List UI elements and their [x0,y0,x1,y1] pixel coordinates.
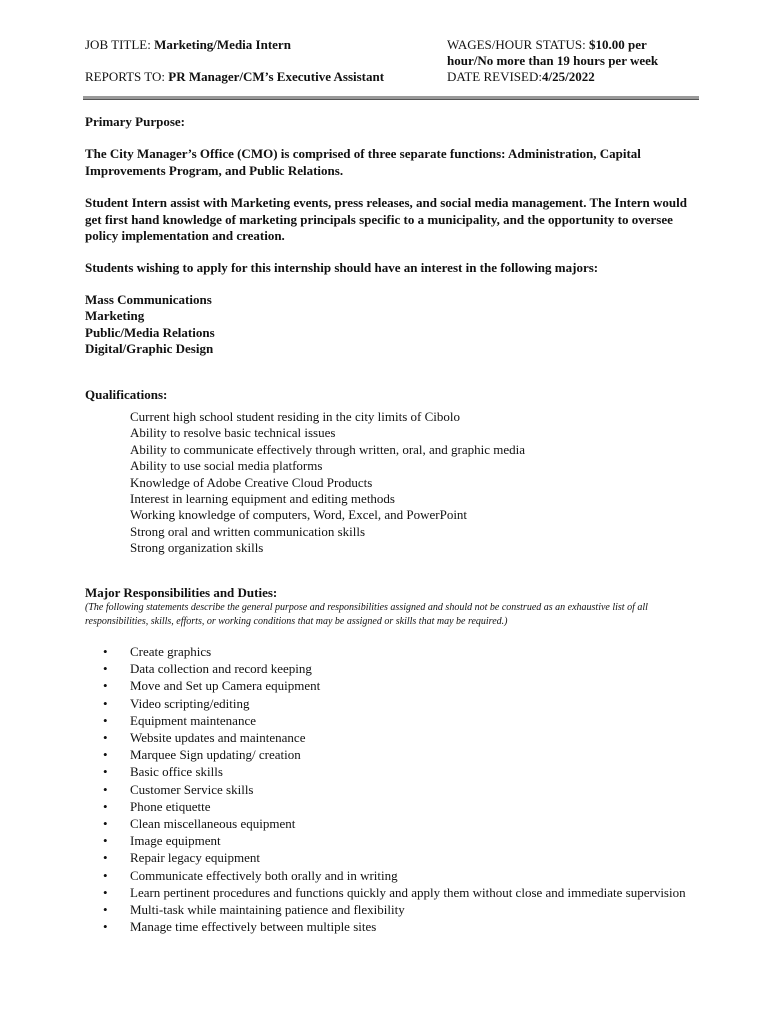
qualification-item: Strong organization skills [130,540,264,556]
job-title-value: Marketing/Media Intern [154,37,291,52]
job-title-label: JOB TITLE: [85,37,151,52]
primary-purpose-para-3: Students wishing to apply for this internship should have an interest in the following majors: [85,260,599,275]
duty-item: • Customer Service skills [100,781,700,798]
duty-item: • Communicate effectively both orally and in writing [100,867,700,884]
major-item: Digital/Graphic Design [85,341,214,357]
job-title-line [85,37,291,53]
reports-to-line [85,69,384,85]
duty-item: • Create graphics [100,643,700,660]
primary-purpose-heading: Primary Purpose: [85,114,186,129]
reports-to-value: PR Manager/CM’s Executive Assistant [168,69,385,84]
qualification-item: Ability to resolve basic technical issues [130,425,336,441]
qualification-item: Interest in learning equipment and editing methods [130,491,395,507]
duty-item: • Data collection and record keeping [100,660,700,677]
qualification-item: Working knowledge of computers, Word, Excel, and PowerPoint [130,507,468,523]
duty-item: • Marquee Sign updating/ creation [100,746,700,763]
duty-item: • Phone etiquette [100,798,700,815]
duty-item: • Clean miscellaneous equipment [100,815,700,832]
qualifications-heading: Qualifications: [85,387,168,402]
major-item: Mass Communications [85,292,212,307]
duty-item: • Repair legacy equipment [100,849,700,866]
duty-item: • Website updates and maintenance [100,729,700,746]
duty-item: • Basic office skills [100,763,700,780]
primary-purpose-para-1: The City Manager’s Office (CMO) is comprised of three separate functions: Administration, Capital Improvements Program, and Public Relations. [85,146,641,178]
qualification-item: Ability to communicate effectively through written, oral, and graphic media [130,441,526,457]
qualifications-list [130,409,525,557]
duty-item: • Move and Set up Camera equipment [100,677,700,694]
duties-heading: Major Responsibilities and Duties: [85,585,278,600]
duty-item: • Video scripting/editing [100,695,700,712]
major-item: Marketing [85,308,145,324]
duty-item: • Image equipment [100,832,700,849]
reports-to-label: REPORTS TO: [85,69,166,84]
qualification-item: Current high school student residing in the city limits of Cibolo [130,409,461,424]
major-item: Public/Media Relations [85,324,215,340]
date-revised-label: DATE REVISED: [447,69,542,84]
majors-list [85,292,215,358]
duties-note: (The following statements describe the general purpose and responsibilities assigned and should not be construed as an exhaustive list of all responsibilities, skills, efforts, or working conditions that may be assigned or skills that may be required.) [85,602,648,627]
wages-value-continued: hour/No more than 19 hours per week [447,53,659,68]
primary-purpose-para-2: Student Intern assist with Marketing events, press releases, and social media management. The Intern would get first hand knowledge of marketing principals specific to a municipality, and the opportunity to oversee policy implementation and creation. [85,195,687,243]
qualification-item: Knowledge of Adobe Creative Cloud Products [130,474,373,490]
qualification-item: Ability to use social media platforms [130,458,323,474]
duty-item: • Equipment maintenance [100,712,700,729]
duty-item: • Multi-task while maintaining patience and flexibility [100,901,700,918]
date-revised-value: 4/25/2022 [541,69,595,84]
wages-value: $10.00 per [588,37,647,52]
duty-item: • Learn pertinent procedures and functions quickly and apply them without close and immediate supervision [100,884,700,901]
duty-item: • Manage time effectively between multiple sites [100,918,700,935]
wages-label: WAGES/HOUR STATUS: [447,37,586,52]
qualification-item: Strong oral and written communication skills [130,523,366,539]
date-revised-line [447,69,595,85]
header-divider [83,96,699,100]
wages-line [447,37,647,53]
duties-list [100,643,700,935]
